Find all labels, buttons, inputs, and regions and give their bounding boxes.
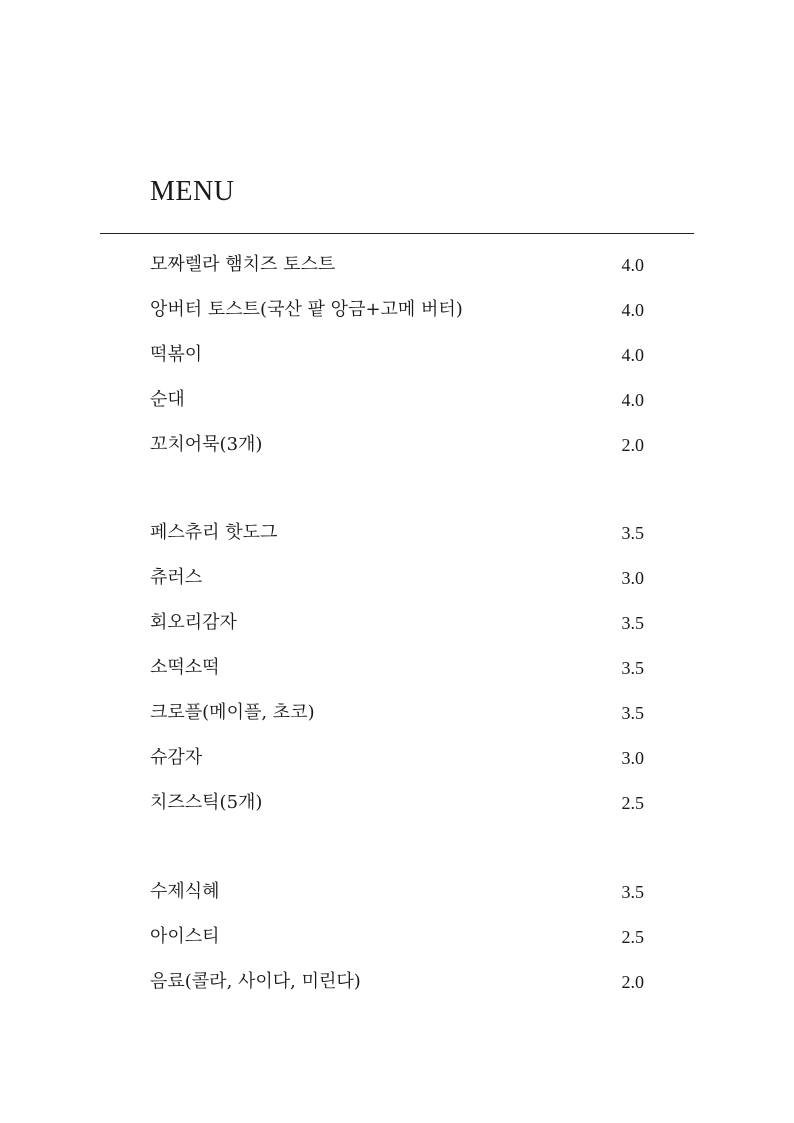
- menu-item: [150, 385, 644, 430]
- menu-item-name: 꼬치어묵(3개): [150, 434, 263, 455]
- menu-item: [150, 788, 644, 833]
- menu-item-price: 3.5: [621, 658, 644, 678]
- menu-item: [150, 922, 644, 967]
- menu-item: [150, 967, 644, 1012]
- menu-item: [150, 743, 644, 788]
- menu-item: [150, 518, 644, 563]
- menu-item-price: 2.5: [621, 793, 644, 813]
- title-divider: [100, 233, 694, 234]
- menu-item: [150, 877, 644, 922]
- menu-item-name: 츄러스: [150, 567, 203, 588]
- menu-item-price: 3.0: [621, 568, 644, 588]
- menu-item-price: 2.0: [621, 435, 644, 455]
- menu-item-price: 4.0: [621, 300, 644, 320]
- menu-item-price: 3.5: [621, 523, 644, 543]
- menu-item-name: 앙버터 토스트(국산 팥 앙금+고메 버터): [150, 299, 463, 320]
- menu-item-price: 2.5: [621, 927, 644, 947]
- menu-item-name: 소떡소떡: [150, 657, 220, 678]
- menu-item-name: 수제식혜: [150, 881, 220, 902]
- menu-item-name: 페스츄리 핫도그: [150, 522, 278, 543]
- menu-item-name: 아이스티: [150, 926, 220, 947]
- menu-item: [150, 608, 644, 653]
- menu-item-name: 모짜렐라 햄치즈 토스트: [150, 254, 336, 275]
- menu-item-name: 치즈스틱(5개): [150, 792, 263, 813]
- menu-item-name: 슈감자: [150, 747, 203, 768]
- menu-item: [150, 340, 644, 385]
- menu-item: [150, 295, 644, 340]
- menu-item-price: 4.0: [621, 255, 644, 275]
- menu-item-name: 크로플(메이플, 초코): [150, 702, 315, 723]
- menu-item-price: 3.5: [621, 613, 644, 633]
- menu-title: MENU: [150, 176, 235, 207]
- menu-section-snacks: [150, 518, 644, 833]
- menu-item-price: 3.5: [621, 882, 644, 902]
- menu-item-price: 3.0: [621, 748, 644, 768]
- menu-item-name: 회오리감자: [150, 612, 237, 633]
- menu-item: [150, 653, 644, 698]
- menu-item: [150, 698, 644, 743]
- menu-item-price: 3.5: [621, 703, 644, 723]
- menu-item: [150, 563, 644, 608]
- menu-item-name: 떡볶이: [150, 344, 203, 365]
- menu-section-food: [150, 250, 644, 475]
- menu-item-name: 순대: [150, 389, 185, 410]
- menu-item-price: 4.0: [621, 345, 644, 365]
- menu-item: [150, 250, 644, 295]
- menu-item-price: 2.0: [621, 972, 644, 992]
- menu-item-name: 음료(콜라, 사이다, 미린다): [150, 971, 361, 992]
- menu-section-drinks: [150, 877, 644, 1012]
- menu-item: [150, 430, 644, 475]
- menu-item-price: 4.0: [621, 390, 644, 410]
